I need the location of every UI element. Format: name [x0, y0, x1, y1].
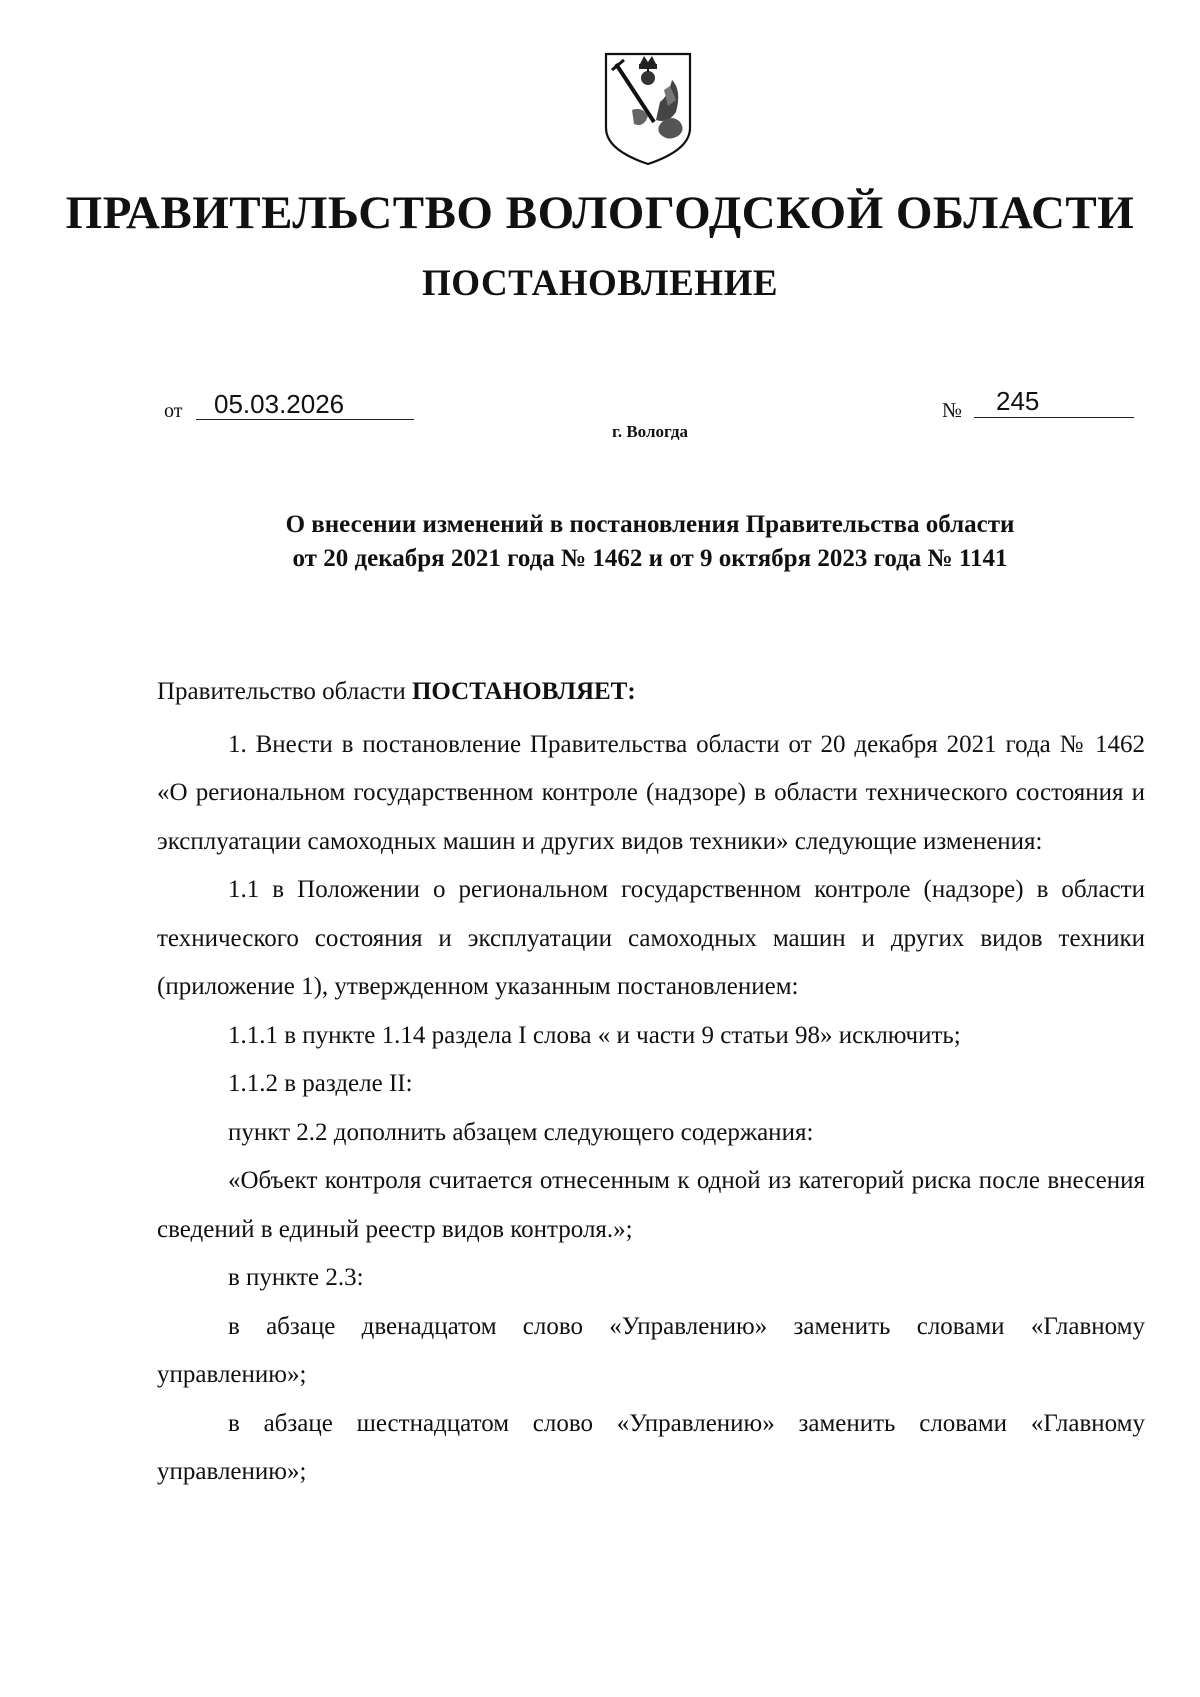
- paragraph-1-1: 1.1 в Положении о региональном государственном контроле (надзоре) в области технического состояния и эксплуатации самоходных машин и других видов техники (приложение 1), утвержденном указанным постановлением:: [157, 876, 1145, 1000]
- paragraph-1: 1. Внести в постановление Правительства области от 20 декабря 2021 года № 1462 «О региональном государственном контроле (надзоре) в области технического состояния и эксплуатации самоходных машин и других видов техники» следующие изменения:: [157, 730, 1145, 855]
- document-date-field: 05.03.2026: [196, 390, 414, 420]
- document-body: [157, 668, 1145, 1497]
- paragraph-1-1-2: 1.1.2 в разделе II:: [228, 1070, 413, 1097]
- organization-title: ПРАВИТЕЛЬСТВО ВОЛОГОДСКОЙ ОБЛАСТИ: [65, 187, 1135, 239]
- paragraph-1-1-1: 1.1.1 в пункте 1.14 раздела I слова « и части 9 статьи 98» исключить;: [228, 1021, 961, 1049]
- decree-word: ПОСТАНОВЛЯЕТ:: [411, 678, 636, 705]
- document-type-heading: ПОСТАНОВЛЕНИЕ: [421, 263, 779, 304]
- city-label: г. Вологда: [612, 422, 688, 441]
- date-prefix-label: от: [164, 400, 183, 422]
- number-sign-label: №: [942, 398, 963, 422]
- subject-line-1: О внесении изменений в постановления Правительства области: [285, 511, 1015, 538]
- document-number-field: 245: [974, 388, 1134, 418]
- paragraph-quote: «Объект контроля считается отнесенным к одной из категорий риска после внесения сведений в единый реестр видов контроля.»;: [157, 1167, 1145, 1243]
- paragraph-2-2-amend: пункт 2.2 дополнить абзацем следующего содержания:: [228, 1118, 814, 1146]
- document-subject: [0, 508, 1200, 576]
- coat-of-arms-emblem: [602, 50, 694, 168]
- preamble-text: Правительство области: [157, 678, 412, 705]
- paragraph-2-3: в пункте 2.3:: [228, 1264, 364, 1291]
- paragraph-sixteenth: в абзаце шестнадцатом слово «Управлению» заменить словами «Главному управлению»;: [157, 1409, 1145, 1485]
- subject-line-2: от 20 декабря 2021 года № 1462 и от 9 октября 2023 года № 1141: [292, 545, 1008, 572]
- paragraph-twelfth: в абзаце двенадцатом слово «Управлению» заменить словами «Главному управлению»;: [157, 1312, 1145, 1388]
- preamble: [157, 668, 1145, 717]
